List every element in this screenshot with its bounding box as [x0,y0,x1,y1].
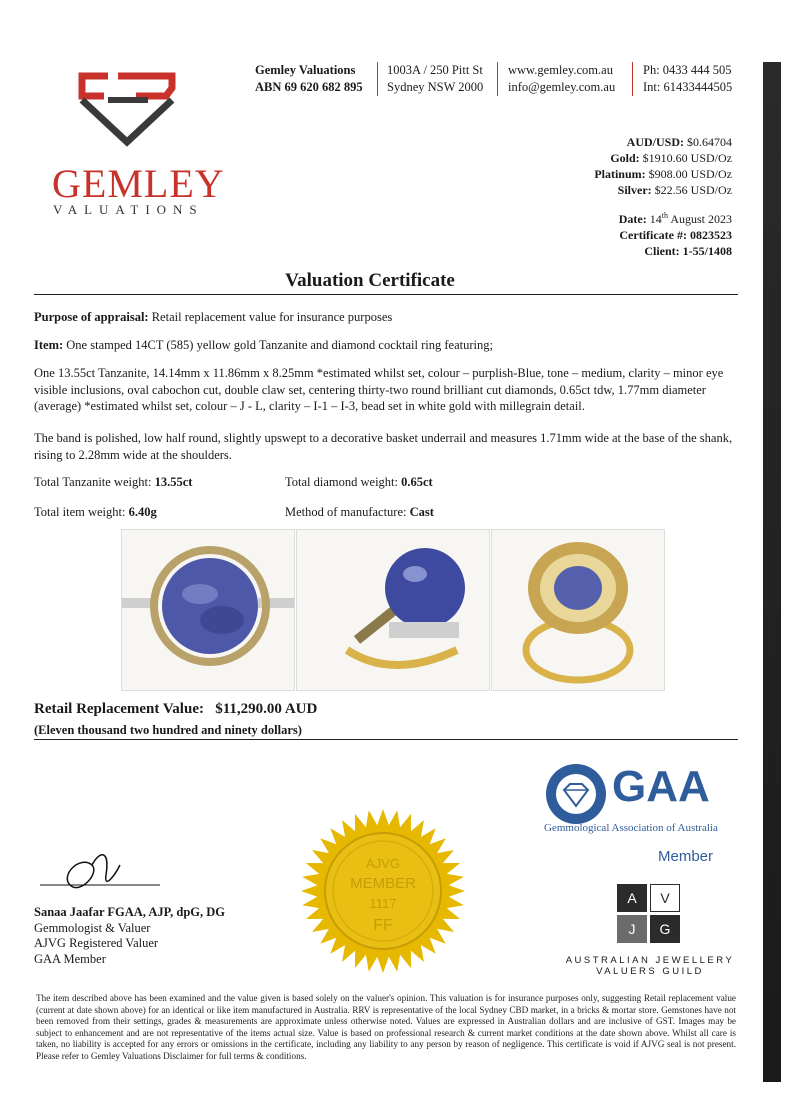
company-block [255,62,375,96]
silver-label: Silver: [617,183,652,197]
header-divider [632,62,633,96]
header-divider [377,62,378,96]
silver-value: $22.56 USD/Oz [654,183,732,197]
gaa-full-name: Gemmological Association of Australia [544,822,718,834]
ring-photo-top [121,529,295,691]
date-label: Date: [618,212,647,226]
ring-back-view-image [492,530,664,690]
intl-phone-number: Int: 61433444505 [643,80,733,94]
address-line1: 1003A / 250 Pitt St [387,63,483,77]
certificate-label: Certificate #: [619,228,687,242]
signatory-name: Sanaa Jaafar FGAA, AJP, dpG, DG [34,905,226,919]
retail-value-amount: $11,290.00 AUD [215,701,318,717]
company-abn: ABN 69 620 682 895 [255,80,363,94]
ring-photo-back [491,529,665,691]
purpose-label: Purpose of appraisal: [34,310,149,324]
gemley-diamond-logo-icon [78,70,176,148]
page-title: Valuation Certificate [285,270,455,291]
seal-line1: AJVG [366,856,400,871]
metal-rates [520,134,732,198]
tanzanite-weight-value: 13.55ct [154,475,193,489]
retail-value-line [34,701,317,718]
ring-top-view-image [122,530,294,690]
gold-label: Gold: [610,151,640,165]
band-description: The band is polished, low half round, slightly upswept to a decorative basket underrail and measures 1.71mm wide at the base of the shank, rising to 2.28mm wide at the shoulders. [34,431,733,462]
date-rest: August 2023 [667,212,732,226]
email-link[interactable]: info@gemley.com.au [508,80,616,94]
logo-wordmark: GEMLEY [52,161,225,206]
ring-photo-side [296,529,490,691]
client-number: 1-55/1408 [682,244,732,258]
logo-subtitle: VALUATIONS [53,202,204,217]
diamond-weight-value: 0.65ct [401,475,433,489]
ajvg-name-line1: AUSTRALIAN JEWELLERY [565,955,735,966]
web-block [508,62,615,96]
address-line2: Sydney NSW 2000 [387,80,484,94]
client-label: Client: [644,244,680,258]
company-name: Gemley Valuations [255,63,356,77]
retail-value-label: Retail Replacement Value: [34,701,204,717]
manufacture-method [285,504,434,521]
disclaimer: The item described above has been examined and the value given is based solely on the valuer's opinion. This valuation is for insurance purposes only, suggesting Retail replacement value (current at date shown above) for an identical or like item manufactured in Australia. RRV is representative of the local Sydney CBD market, in a bricks & mortar store. Gemstones have not been removed from their settings, grades & measurements are approximate unless otherwise noted. Values are expressed in Australian dollars and are inclusive of GST. Images may be subject to enhancement and are not representative of the items actual size. Value is based on professional research & current market conditions at the date shown above. Whilst all care is taken, no liability is accepted for any errors or omissions in the certificate, including any liability to any person by reason of negligence. This certificate is void if AJVG seal is not present. Please refer to Gemley Valuations Disclaimer for full terms & conditions. [36,993,736,1061]
ajvg-tile-g: G [650,915,680,943]
stone-description: One 13.55ct Tanzanite, 14.14mm x 11.86mm x 8.25mm *estimated whilst set, colour – purplish-Blue, tone – medium, clarity – minor eye visible inclusions, oval cabochon cut, double claw set, centering thirty-two round brilliant cut diamonds, 0.65ct tdw, 1.77mm diameter (average) *estimated whilst set, colour – J - L, clarity – I-1 – I-3, bead set in white gold with millegrain detail. [34,366,724,413]
date-day: 14 [649,212,662,226]
ajvg-name-line2: VALUERS GUILD [596,966,704,977]
signatory-role-3: GAA Member [34,951,106,966]
aud-usd-value: $0.64704 [687,135,732,149]
certificate-meta [520,208,732,259]
gaa-wordmark: GAA [612,762,710,811]
phone-number: Ph: 0433 444 505 [643,63,732,77]
certificate-number: 0823523 [690,228,732,242]
tanzanite-weight-label: Total Tanzanite weight: [34,475,152,489]
aud-usd-label: AUD/USD: [626,135,684,149]
manufacture-label: Method of manufacture: [285,505,407,519]
manufacture-value: Cast [409,505,434,519]
platinum-value: $908.00 USD/Oz [648,167,732,181]
ajvg-tile-j: J [617,915,647,943]
ajvg-tile-a: A [617,884,647,912]
seal-line2: MEMBER [350,875,416,892]
website-link[interactable]: www.gemley.com.au [508,63,613,77]
gaa-member-label: Member [658,848,714,865]
seal-line3: 1117 [369,896,397,911]
purpose-line [34,309,734,326]
ring-side-view-image [297,530,489,690]
purpose-text: Retail replacement value for insurance purposes [148,310,393,324]
date-suffix: th [661,211,668,220]
item-label: Item: [34,338,64,352]
platinum-label: Platinum: [594,167,646,181]
gold-value: $1910.60 USD/Oz [642,151,732,165]
signatory-role-2: AJVG Registered Valuer [34,936,159,950]
value-rule [34,739,738,740]
item-weight-label: Total item weight: [34,505,126,519]
item-line [34,337,734,354]
item-weight [34,504,157,521]
item-text: One stamped 14CT (585) yellow gold Tanzanite and diamond cocktail ring featuring; [63,338,493,352]
seal-mark: FF [373,917,393,934]
phone-block [643,62,732,96]
item-weight-value: 6.40g [128,505,157,519]
ajvg-logo [617,884,681,946]
gaa-emblem-icon [544,762,608,826]
ajvg-tile-v: V [650,884,680,912]
ajvg-name [560,955,740,977]
title-rule [34,294,738,295]
diamond-weight [285,474,433,491]
header-divider [497,62,498,96]
tanzanite-weight [34,474,192,491]
signature-icon [40,845,170,905]
diamond-weight-label: Total diamond weight: [285,475,398,489]
retail-value-words: (Eleven thousand two hundred and ninety dollars) [34,723,302,737]
side-bar [763,62,781,1082]
ajvg-gold-seal [298,806,468,976]
signatory-role-1: Gemmologist & Valuer [34,920,151,935]
signatory-block [34,905,225,967]
address-block [387,62,483,96]
